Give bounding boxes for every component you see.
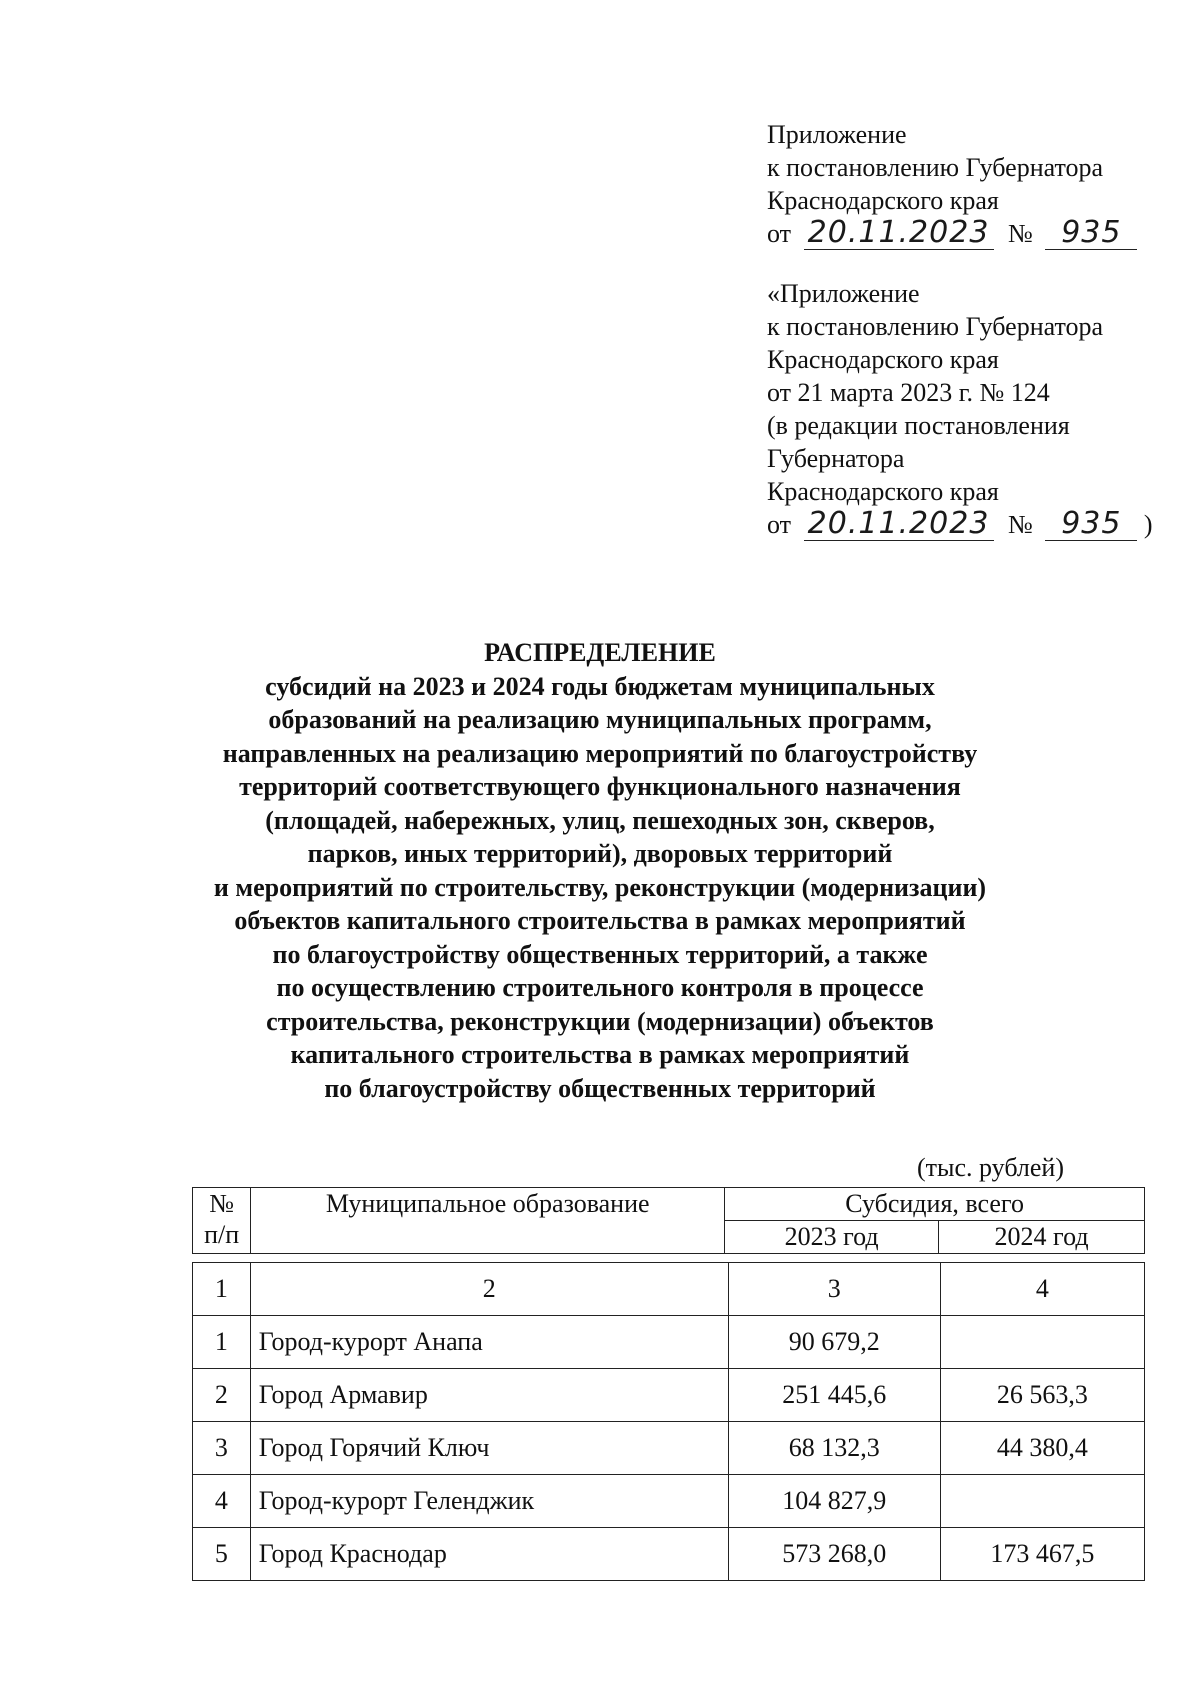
table-row: [193, 1528, 1145, 1581]
units-label: (тыс. рублей): [916, 1153, 1064, 1182]
column-number: 2: [250, 1263, 728, 1316]
municipality-name: Город Армавир: [250, 1369, 728, 1422]
header-subsidy-total: Субсидия, всего: [725, 1188, 1145, 1221]
title-line: территорий соответствующего функционального назначения: [239, 772, 961, 801]
column-number: 1: [193, 1263, 251, 1316]
handwritten-date: 20.11.2023: [804, 217, 994, 250]
header-number-cell: [193, 1188, 251, 1254]
title-line: (площадей, набережных, улиц, пешеходных зон, скверов,: [265, 805, 935, 835]
stamp-date-line: [767, 508, 1153, 541]
number-sign: №: [1008, 219, 1033, 248]
row-number: 2: [193, 1369, 251, 1422]
title-line: объектов капитального строительства в рамках мероприятий: [234, 906, 966, 935]
subsidy-2023: 251 445,6: [728, 1369, 940, 1422]
header-number-line: №: [209, 1189, 235, 1218]
stamp-line: Краснодарского края: [767, 477, 999, 506]
title-line: строительства, реконструкции (модернизации) объектов: [266, 1006, 934, 1036]
stamp-line: Краснодарского края: [767, 186, 999, 215]
table-row: [193, 1369, 1145, 1422]
header-municipality: Муниципальное образование: [251, 1188, 725, 1254]
stamp-date-line: [767, 217, 1137, 250]
stamp-line: от 21 марта 2023 г. № 124: [767, 378, 1050, 407]
handwritten-date: 20.11.2023: [804, 508, 994, 541]
title-heading: РАСПРЕДЕЛЕНИЕ: [484, 638, 716, 667]
stamp-line: Губернатора: [767, 444, 905, 473]
table-row: [193, 1316, 1145, 1369]
from-label: от: [767, 219, 792, 248]
number-sign: №: [1008, 510, 1033, 539]
municipality-name: Город-курорт Геленджик: [250, 1475, 728, 1528]
column-number-row: [193, 1263, 1145, 1316]
title-line: субсидий на 2023 и 2024 годы бюджетам муниципальных: [265, 671, 935, 701]
subsidy-2023: 104 827,9: [728, 1475, 940, 1528]
row-number: 3: [193, 1422, 251, 1475]
stamp-line: к постановлению Губернатора: [767, 312, 1104, 341]
table-row: [193, 1475, 1145, 1528]
handwritten-number: 935: [1045, 508, 1137, 541]
subsidy-2023: 68 132,3: [728, 1422, 940, 1475]
row-number: 4: [193, 1475, 251, 1528]
title-line: капитального строительства в рамках мероприятий: [290, 1040, 910, 1069]
title-line: и мероприятий по строительству, реконструкции (модернизации): [213, 872, 987, 902]
appendix-stamp: [767, 118, 1137, 250]
stamp-line: (в редакции постановления: [767, 411, 1070, 440]
subsidy-2024: [940, 1475, 1144, 1528]
title-line: по благоустройству общественных территорий, а также: [272, 939, 928, 969]
title-line: по благоустройству общественных территорий: [324, 1073, 876, 1103]
from-label: от: [767, 510, 792, 539]
column-number: 3: [728, 1263, 940, 1316]
title-line: образований на реализацию муниципальных программ,: [268, 705, 932, 734]
closing-parenthesis: ): [1143, 510, 1153, 539]
row-number: 1: [193, 1316, 251, 1369]
document-title: [0, 636, 1200, 1105]
municipality-name: Город Горячий Ключ: [250, 1422, 728, 1475]
subsidy-2024: 26 563,3: [940, 1369, 1144, 1422]
subsidy-2023: 90 679,2: [728, 1316, 940, 1369]
table-row: [193, 1422, 1145, 1475]
header-year-2024: 2024 год: [939, 1221, 1145, 1254]
municipality-name: Город Краснодар: [250, 1528, 728, 1581]
handwritten-number: 935: [1045, 217, 1137, 250]
row-number: 5: [193, 1528, 251, 1581]
subsidy-table: [192, 1262, 1145, 1581]
table-header: [192, 1187, 1145, 1254]
subsidy-2024: 173 467,5: [940, 1528, 1144, 1581]
edited-appendix-stamp: [767, 277, 1153, 541]
title-line: парков, иных территорий), дворовых территорий: [307, 839, 893, 868]
header-year-2023: 2023 год: [725, 1221, 939, 1254]
subsidy-2024: 44 380,4: [940, 1422, 1144, 1475]
subsidy-2023: 573 268,0: [728, 1528, 940, 1581]
municipality-name: Город-курорт Анапа: [250, 1316, 728, 1369]
title-line: по осуществлению строительного контроля в процессе: [276, 973, 924, 1002]
header-number-line: п/п: [204, 1220, 240, 1249]
stamp-line: «Приложение: [767, 279, 920, 308]
stamp-line: Краснодарского края: [767, 345, 999, 374]
stamp-line: к постановлению Губернатора: [767, 153, 1104, 182]
column-number: 4: [940, 1263, 1144, 1316]
stamp-line: Приложение: [767, 120, 907, 149]
subsidy-2024: [940, 1316, 1144, 1369]
title-line: направленных на реализацию мероприятий по благоустройству: [222, 738, 978, 768]
